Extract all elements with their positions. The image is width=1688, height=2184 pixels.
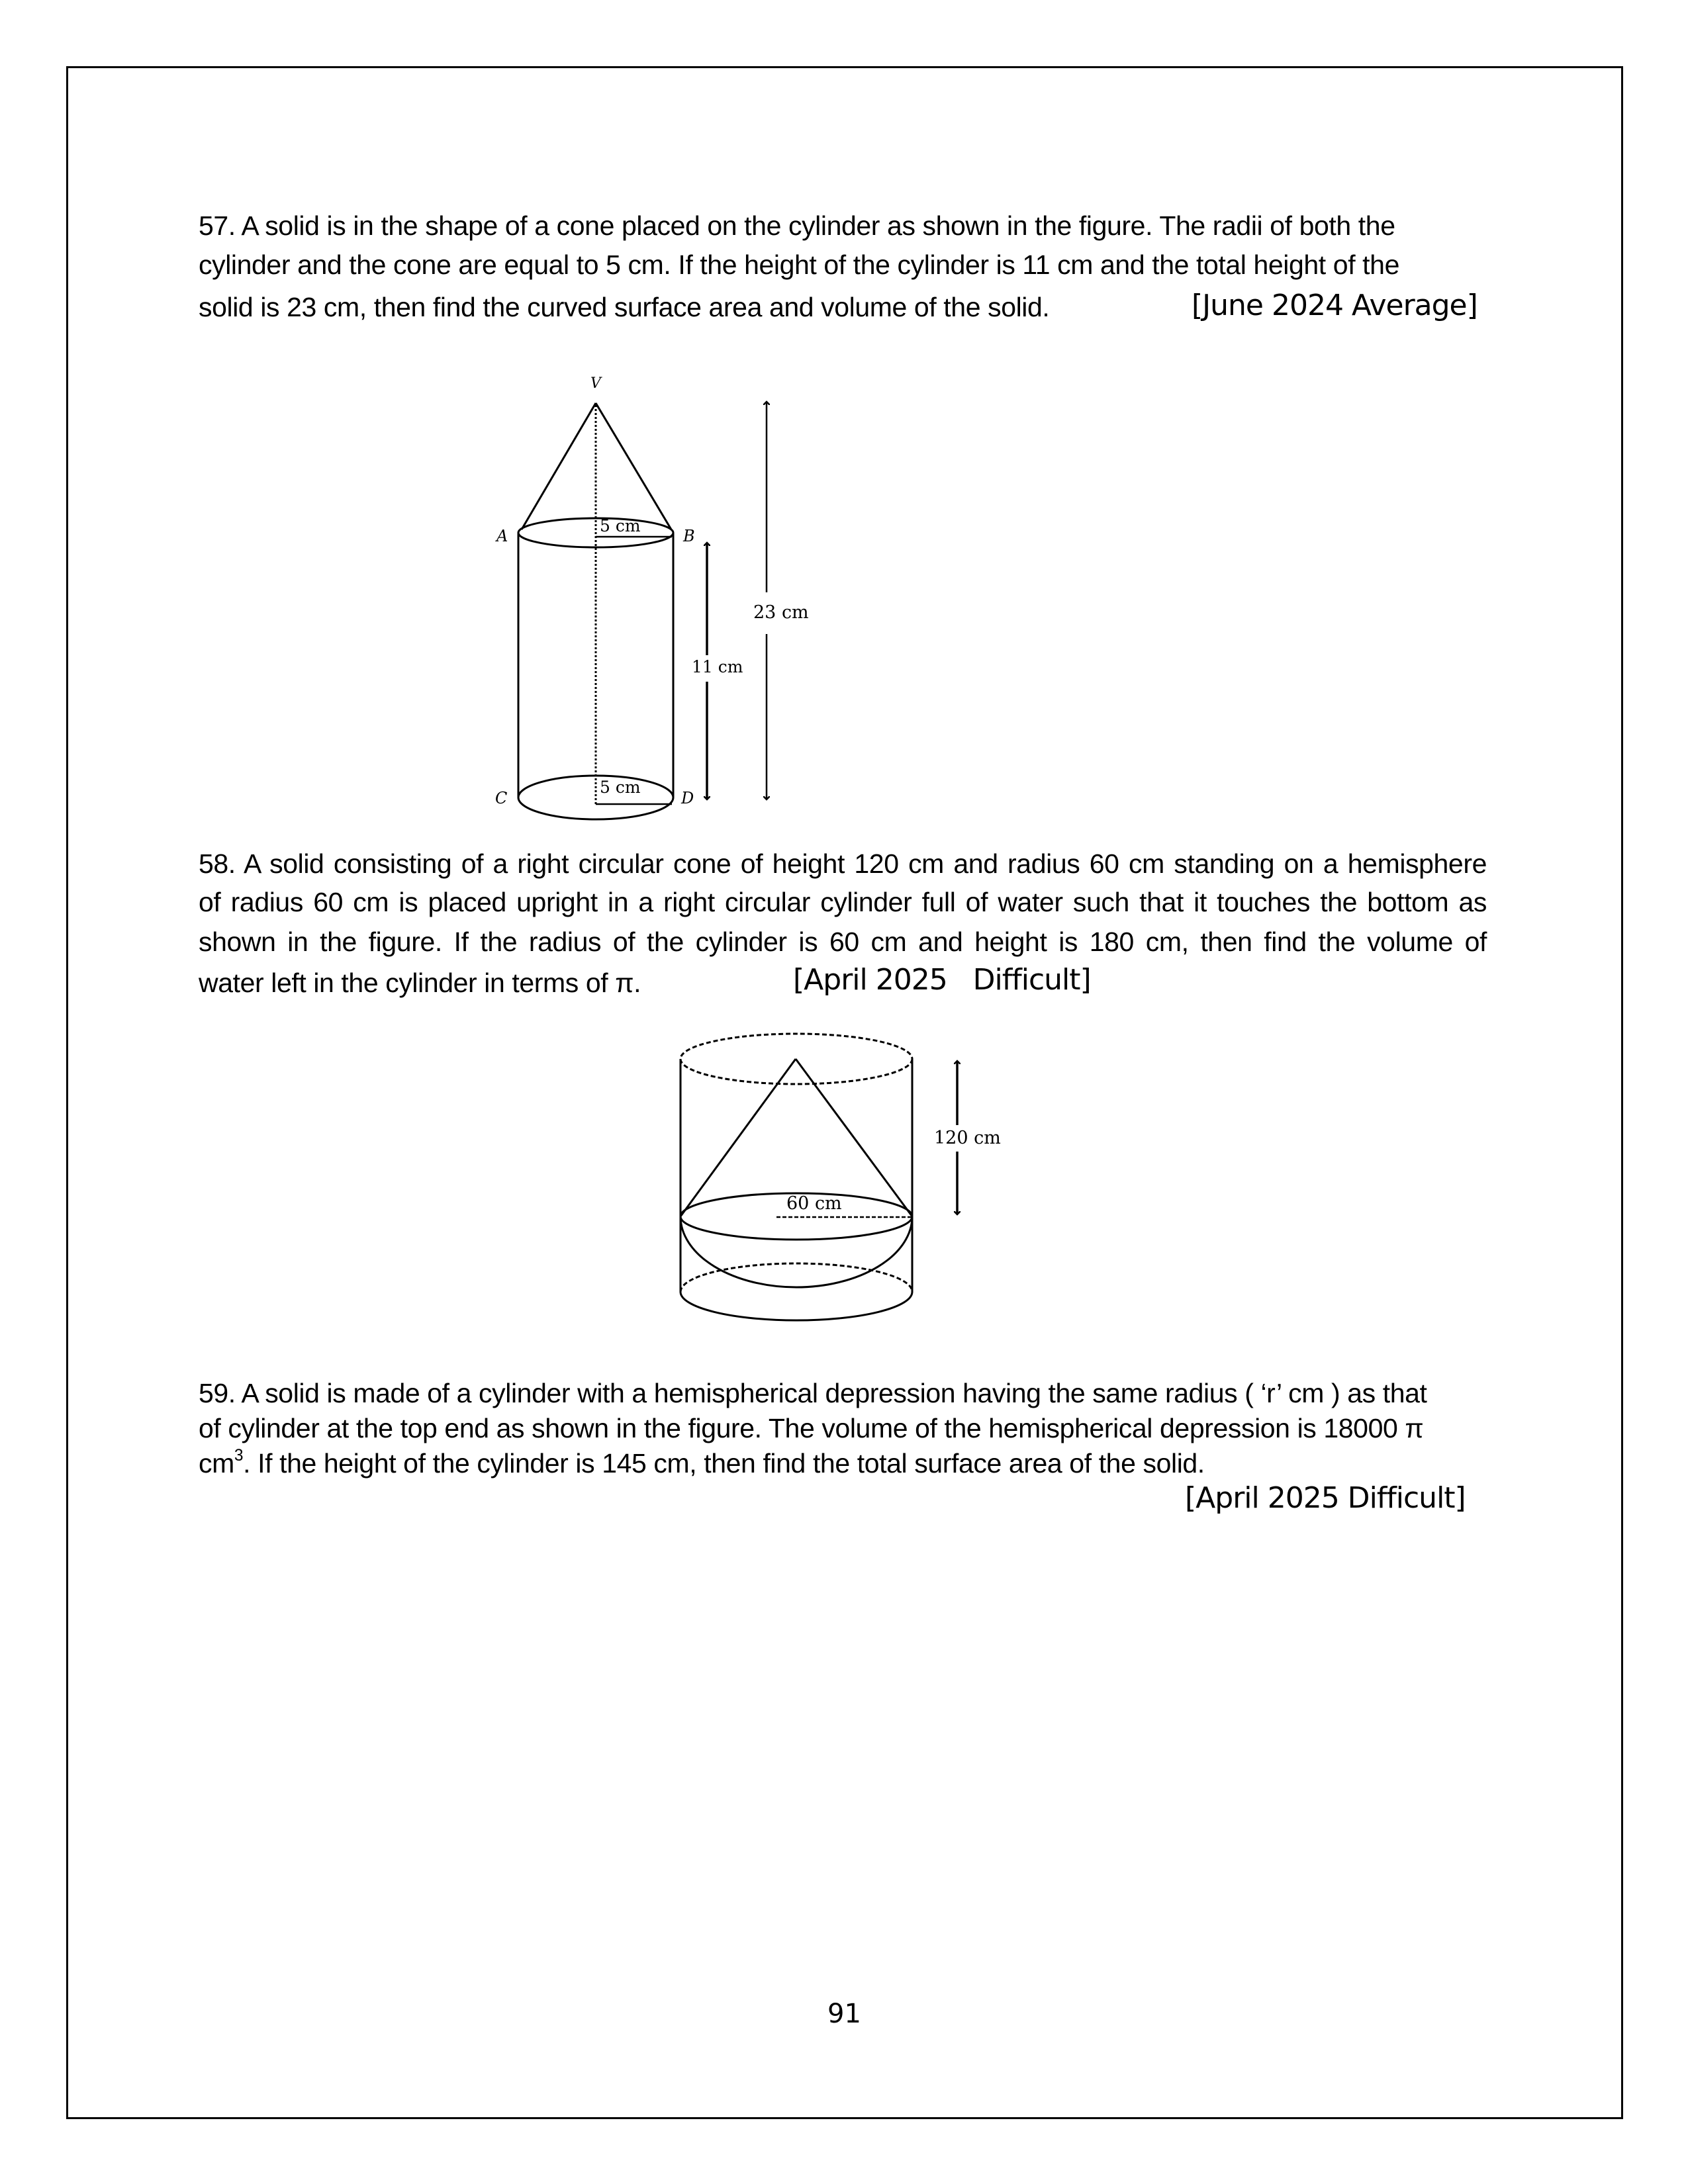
label-cylinder-height: 11 cm	[692, 657, 743, 676]
question-57-tag: [June 2024 Average]	[1192, 289, 1477, 322]
unit-cm: cm	[199, 1448, 234, 1479]
question-59-line-1: 59. A solid is made of a cylinder with a hemispherical depression having the same radius ( ‘r’ cm ) as that	[199, 1378, 1427, 1408]
label-c: C	[495, 789, 508, 807]
question-59-tag: [April 2025 Difficult]	[1185, 1481, 1466, 1515]
page-number: 91	[827, 1999, 861, 2029]
question-59-line-3-rest: . If the height of the cylinder is 145 cm, then find the total surface area of the solid.	[243, 1448, 1205, 1479]
question-58-line-4: water left in the cylinder in terms of π.	[199, 968, 641, 998]
question-57-line-2: cylinder and the cone are equal to 5 cm. If the height of the cylinder is 11 cm and the total height of the	[199, 250, 1399, 280]
question-58-line-3: shown in the figure. If the radius of the cylinder is 60 cm and height is 180 cm, then find the volume of	[199, 927, 1487, 957]
label-total-height: 23 cm	[753, 602, 809, 623]
question-59-line-2: of cylinder at the top end as shown in the figure. The volume of the hemispherical depression is 18000 π	[199, 1413, 1424, 1443]
label-a: A	[496, 527, 508, 545]
label-cone-height-120: 120 cm	[934, 1128, 1001, 1148]
question-59-line-3	[199, 1448, 1205, 1479]
label-d: D	[681, 789, 694, 807]
label-v: V	[590, 375, 601, 392]
question-58-tag: [April 2025 Difficult]	[793, 963, 1091, 997]
superscript-3: 3	[234, 1446, 244, 1465]
label-top-radius: 5 cm	[600, 516, 641, 535]
label-b: B	[683, 527, 695, 545]
question-58-line-1: 58. A solid consisting of a right circular cone of height 120 cm and radius 60 cm standing on a hemisphere	[199, 848, 1487, 879]
question-58-line-2: of radius 60 cm is placed upright in a right circular cylinder full of water such that it touches the bottom as	[199, 887, 1487, 917]
question-57-line-1: 57. A solid is in the shape of a cone placed on the cylinder as shown in the figure. The radii of both the	[199, 210, 1395, 241]
label-bottom-radius: 5 cm	[600, 778, 641, 797]
question-57-line-3: solid is 23 cm, then find the curved surface area and volume of the solid.	[199, 292, 1050, 322]
label-radius-60: 60 cm	[786, 1193, 842, 1214]
